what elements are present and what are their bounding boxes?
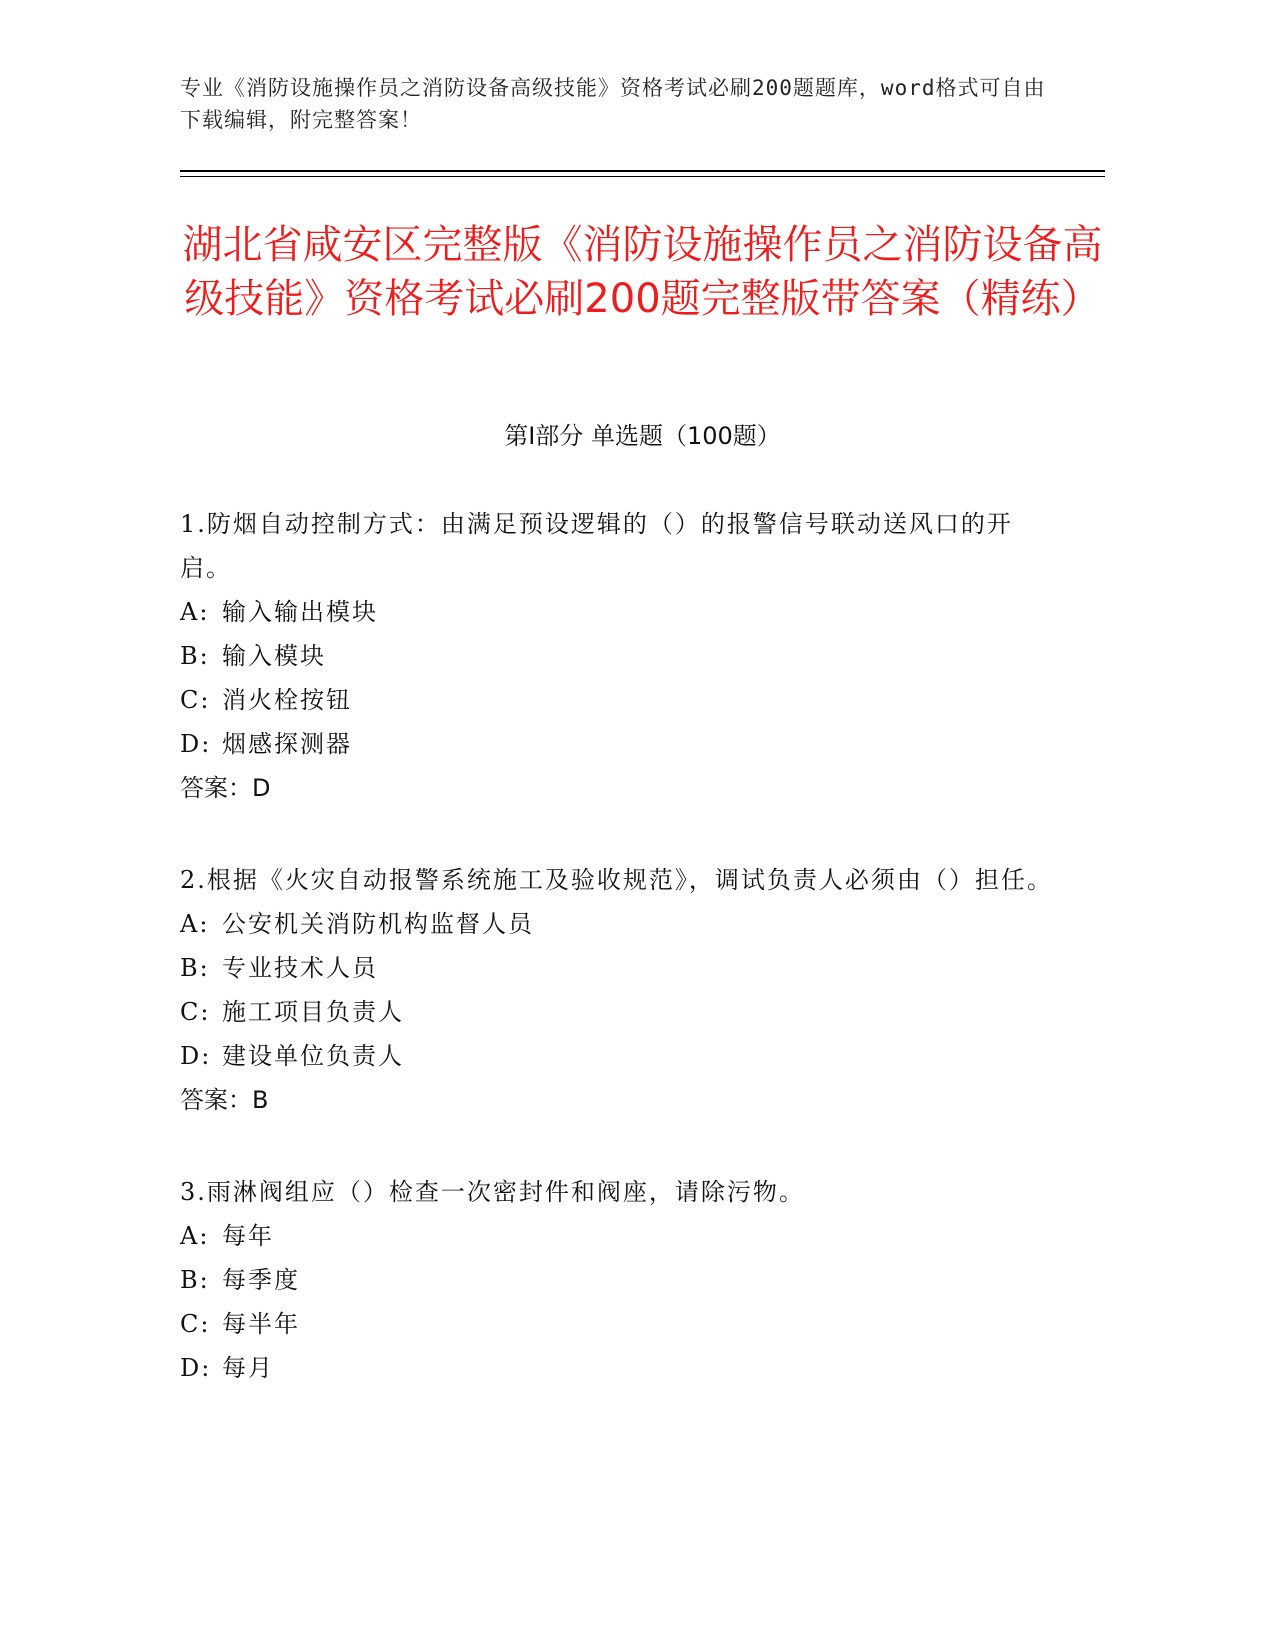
header-divider-thin: [180, 176, 1105, 177]
question-3: [180, 1170, 1060, 1390]
option-c: [180, 1302, 1060, 1346]
option-letter: A:: [180, 1222, 210, 1250]
question-stem: 3.雨淋阀组应（）检查一次密封件和阀座，请除污物。: [180, 1178, 805, 1206]
option-text: 每季度: [222, 1266, 300, 1294]
option-letter: C:: [180, 998, 211, 1026]
option-a: [180, 1214, 1060, 1258]
option-letter: A:: [180, 910, 210, 938]
option-text: 建设单位负责人: [222, 1042, 404, 1070]
answer-line: 答案：D: [180, 774, 271, 802]
option-letter: B:: [180, 1266, 210, 1294]
option-text: 每月: [222, 1354, 274, 1382]
option-letter: C:: [180, 686, 211, 714]
option-text: 施工项目负责人: [222, 998, 404, 1026]
document-title: 湖北省咸安区完整版《消防设施操作员之消防设备高级技能》资格考试必刷200题完整版带答案（精练）: [182, 222, 1103, 322]
option-text: 输入模块: [222, 642, 326, 670]
header-divider-thick: [180, 170, 1105, 172]
option-letter: B:: [180, 642, 210, 670]
option-letter: D:: [180, 1042, 212, 1070]
option-letter: C:: [180, 1310, 211, 1338]
option-c: [180, 678, 1060, 722]
question-2: [180, 858, 1060, 1122]
question-1: [180, 502, 1060, 810]
option-b: [180, 1258, 1060, 1302]
option-text: 消火栓按钮: [222, 686, 352, 714]
question-list: [180, 502, 1060, 1438]
option-text: 每年: [222, 1222, 274, 1250]
option-a: [180, 590, 1060, 634]
option-letter: A:: [180, 598, 210, 626]
option-text: 每半年: [222, 1310, 300, 1338]
option-b: [180, 634, 1060, 678]
option-text: 专业技术人员: [222, 954, 378, 982]
option-d: [180, 1034, 1060, 1078]
option-d: [180, 722, 1060, 766]
option-letter: D:: [180, 1354, 212, 1382]
option-d: [180, 1346, 1060, 1390]
option-text: 烟感探测器: [222, 730, 352, 758]
option-text: 公安机关消防机构监督人员: [222, 910, 534, 938]
answer-line: 答案：B: [180, 1086, 269, 1114]
header-note: 专业《消防设施操作员之消防设备高级技能》资格考试必刷200题题库，word格式可自由下载编辑，附完整答案！: [180, 76, 1046, 132]
option-letter: D:: [180, 730, 212, 758]
option-b: [180, 946, 1060, 990]
question-stem: 2.根据《火灾自动报警系统施工及验收规范》，调试负责人必须由（）担任。: [180, 866, 1053, 894]
option-c: [180, 990, 1060, 1034]
section-title: 第Ⅰ部分 单选题（100题）: [504, 422, 781, 450]
option-letter: B:: [180, 954, 210, 982]
option-text: 输入输出模块: [222, 598, 378, 626]
question-stem: 1.防烟自动控制方式：由满足预设逻辑的（）的报警信号联动送风口的开启。: [180, 510, 1013, 582]
option-a: [180, 902, 1060, 946]
